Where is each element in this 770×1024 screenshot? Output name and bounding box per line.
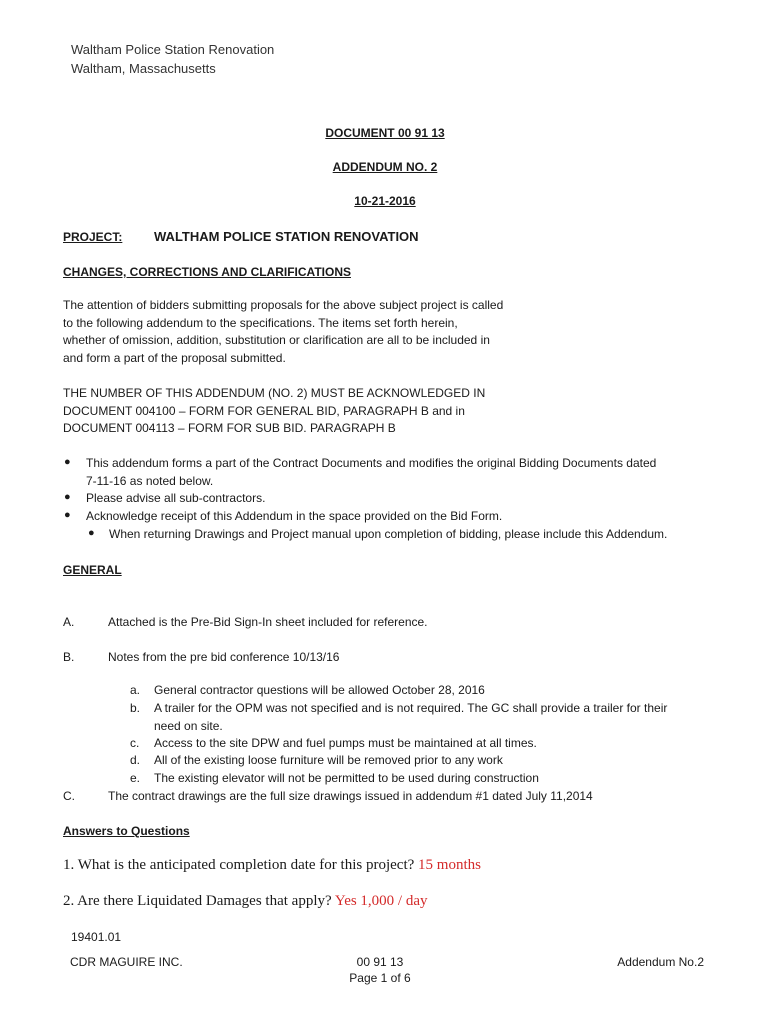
note-label: c. <box>130 736 140 750</box>
item-label: C. <box>63 789 75 803</box>
note-text: The existing elevator will not be permitted to be used during construction <box>154 771 539 785</box>
question-row <box>63 855 481 875</box>
question-text: 1. What is the anticipated completion date for this project? <box>63 857 415 873</box>
item-label: B. <box>63 650 75 664</box>
item-text: Notes from the pre bid conference 10/13/16 <box>108 650 340 664</box>
sub-bullet-icon: ● <box>88 527 95 539</box>
acknowledge-line: DOCUMENT 004100 – FORM FOR GENERAL BID, PARAGRAPH B and in <box>63 403 465 418</box>
note-text: General contractor questions will be allowed October 28, 2016 <box>154 683 485 697</box>
answers-heading: Answers to Questions <box>63 824 190 838</box>
general-heading: GENERAL <box>63 563 122 577</box>
document-number: DOCUMENT 00 91 13 <box>325 126 445 140</box>
answer-text: Yes 1,000 / day <box>334 893 428 909</box>
footer-section: 00 91 13 <box>356 955 404 969</box>
note-text <box>154 700 667 735</box>
bullet-icon: ● <box>64 456 71 468</box>
addendum-number: ADDENDUM NO. 2 <box>332 160 438 174</box>
bullet-item: Please advise all sub-contractors. <box>86 491 266 505</box>
note-label: d. <box>130 753 141 767</box>
header-project-name: Waltham Police Station Renovation <box>71 42 275 57</box>
item-text: Attached is the Pre-Bid Sign-In sheet included for reference. <box>108 615 428 629</box>
note-text-line: A trailer for the OPM was not specified and is not required. The GC shall provide a trailer for their <box>154 701 668 715</box>
note-label: b. <box>130 701 141 715</box>
bullet-icon: ● <box>64 491 71 503</box>
bullet-icon: ● <box>64 509 71 521</box>
note-label: a. <box>130 683 141 697</box>
intro-line: to the following addendum to the specifications. The items set forth herein, <box>63 315 458 330</box>
changes-heading: CHANGES, CORRECTIONS AND CLARIFICATIONS <box>63 265 351 279</box>
header-location: Waltham, Massachusetts <box>71 61 216 76</box>
addendum-date: 10-21-2016 <box>354 194 416 208</box>
footer-company: CDR MAGUIRE INC. <box>70 955 183 969</box>
footer-page-number: Page 1 of 6 <box>349 971 411 985</box>
note-text-line: need on site. <box>154 718 223 733</box>
project-name: WALTHAM POLICE STATION RENOVATION <box>154 229 419 244</box>
item-text: The contract drawings are the full size drawings issued in addendum #1 dated July 11,2014 <box>108 789 593 803</box>
item-label: A. <box>63 615 75 629</box>
footer-job-number: 19401.01 <box>71 930 122 944</box>
note-label: e. <box>130 771 141 785</box>
note-text: All of the existing loose furniture will be removed prior to any work <box>154 753 503 767</box>
answer-text: 15 months <box>418 857 481 873</box>
intro-paragraph <box>63 297 503 367</box>
bullet-item <box>86 455 656 490</box>
acknowledge-line: DOCUMENT 004113 – FORM FOR SUB BID. PARAGRAPH B <box>63 421 396 435</box>
note-text: Access to the site DPW and fuel pumps must be maintained at all times. <box>154 736 537 750</box>
intro-line: and form a part of the proposal submitted. <box>63 350 286 365</box>
question-row <box>63 891 428 911</box>
bullet-item: Acknowledge receipt of this Addendum in the space provided on the Bid Form. <box>86 509 503 523</box>
question-text: 2. Are there Liquidated Damages that apply? <box>63 893 332 909</box>
acknowledge-line: THE NUMBER OF THIS ADDENDUM (NO. 2) MUST BE ACKNOWLEDGED IN <box>63 386 486 400</box>
project-label: PROJECT: <box>63 230 123 244</box>
acknowledge-paragraph <box>63 385 485 438</box>
footer-addendum: Addendum No.2 <box>617 955 704 969</box>
sub-bullet-item: When returning Drawings and Project manual upon completion of bidding, please include this Addendum. <box>109 527 668 541</box>
intro-line: whether of omission, addition, substitution or clarification are all to be included in <box>63 333 490 347</box>
intro-line: The attention of bidders submitting proposals for the above subject project is called <box>63 298 504 312</box>
bullet-text: This addendum forms a part of the Contract Documents and modifies the original Bidding Documents dated <box>86 456 657 470</box>
bullet-text: 7-11-16 as noted below. <box>86 473 214 488</box>
